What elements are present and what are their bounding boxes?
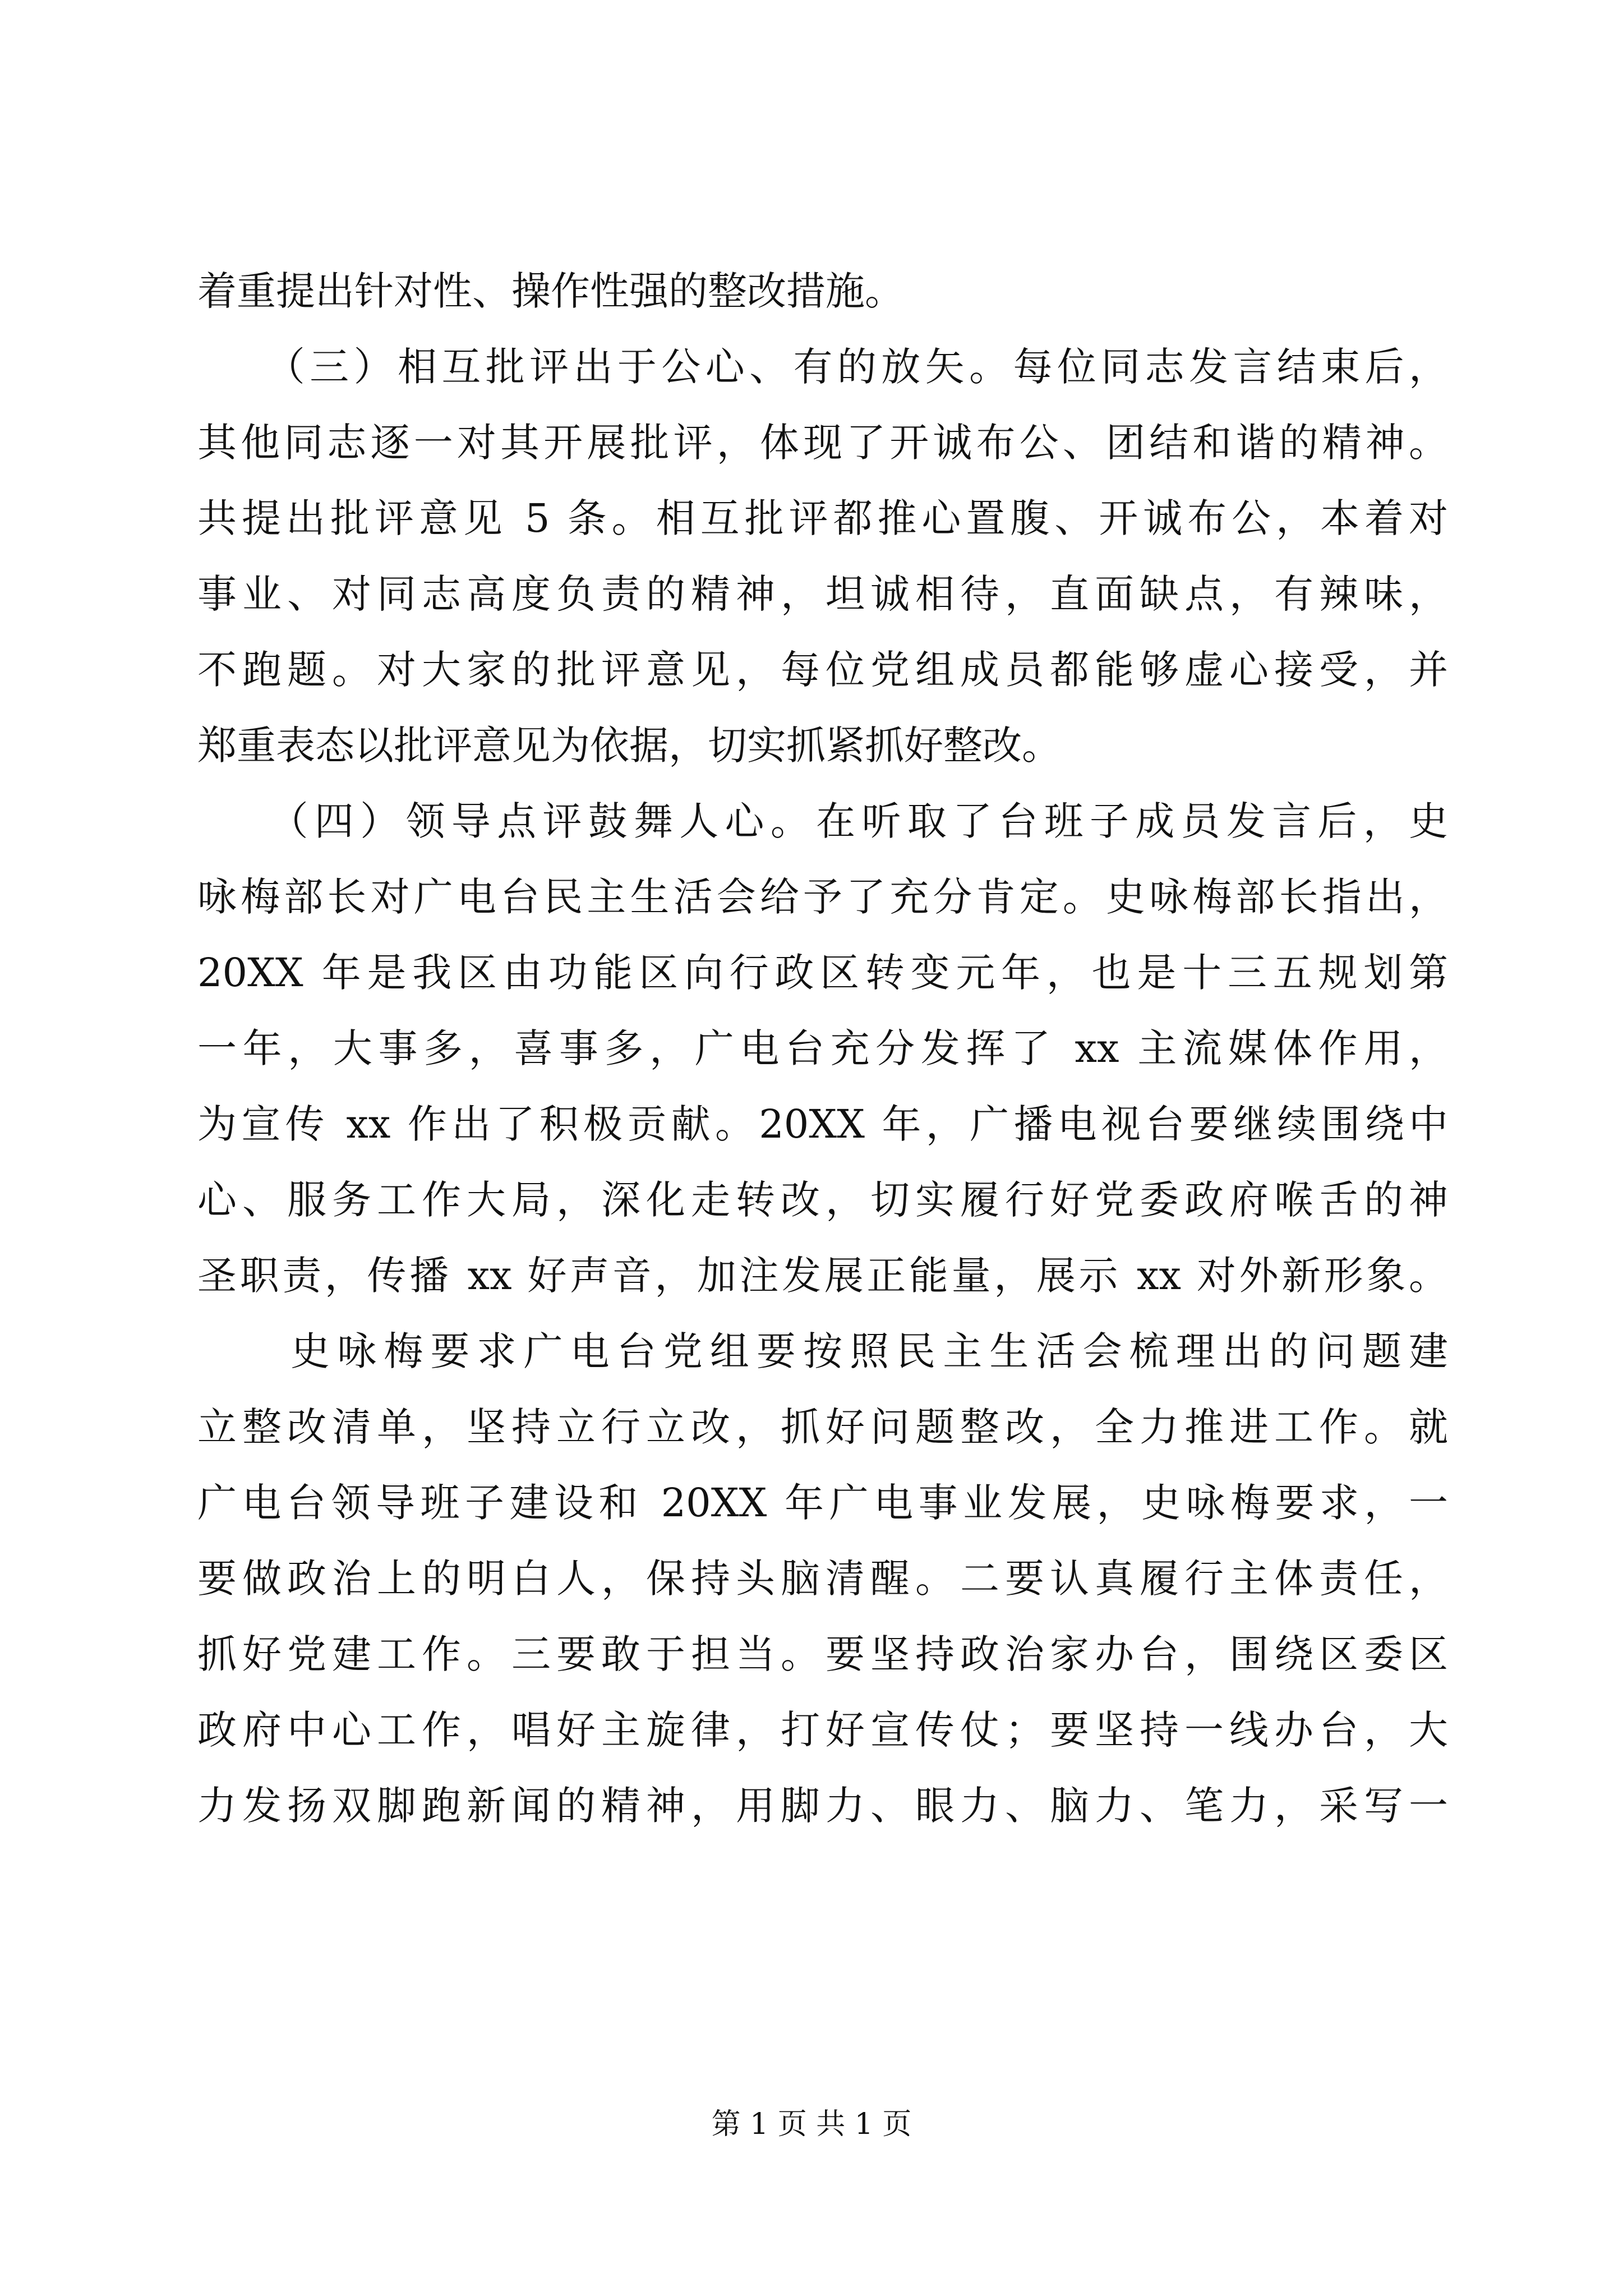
text-line-16: 立整改清单，坚持立行立改，抓好问题整改，全力推进工作。就 bbox=[197, 1404, 1448, 1450]
text-line-4: 共提出批评意见 5 条。相互批评都推心置腹、开诚布公，本着对 bbox=[197, 495, 1448, 541]
text-line-12: 为宣传 xx 作出了积极贡献。20XX 年，广播电视台要继续围绕中 bbox=[197, 1101, 1448, 1147]
text-line-6: 不跑题。对大家的批评意见，每位党组成员都能够虚心接受，并 bbox=[197, 647, 1448, 693]
text-line-3: 其他同志逐一对其开展批评，体现了开诚布公、团结和谐的精神。 bbox=[197, 420, 1448, 466]
page-footer bbox=[0, 2105, 1623, 2144]
text-line-7: 郑重表态以批评意见为依据，切实抓紧抓好整改。 bbox=[197, 723, 1061, 769]
text-line-21: 力发扬双脚跑新闻的精神，用脚力、眼力、脑力、笔力，采写一 bbox=[197, 1783, 1448, 1829]
text-line-13: 心、服务工作大局，深化走转改，切实履行好党委政府喉舌的神 bbox=[197, 1177, 1448, 1223]
text-line-9: 咏梅部长对广电台民主生活会给予了充分肯定。史咏梅部长指出， bbox=[197, 874, 1448, 920]
text-line-20: 政府中心工作，唱好主旋律，打好宣传仗；要坚持一线办台，大 bbox=[197, 1707, 1448, 1753]
text-line-10: 20XX 年是我区由功能区向行政区转变元年，也是十三五规划第 bbox=[197, 950, 1448, 996]
text-line-1: 着重提出针对性、操作性强的整改措施。 bbox=[197, 268, 904, 314]
text-line-5: 事业、对同志高度负责的精神，坦诚相待，直面缺点，有辣味， bbox=[197, 571, 1448, 617]
text-line-14: 圣职责，传播 xx 好声音，加注发展正能量，展示 xx 对外新形象。 bbox=[197, 1253, 1448, 1299]
text-line-17: 广电台领导班子建设和 20XX 年广电事业发展，史咏梅要求，一 bbox=[197, 1480, 1448, 1526]
text-line-19: 抓好党建工作。三要敢于担当。要坚持政治家办台，围绕区委区 bbox=[197, 1631, 1448, 1677]
text-line-2: （三）相互批评出于公心、有的放矢。每位同志发言结束后， bbox=[197, 344, 1448, 390]
text-line-11: 一年，大事多，喜事多，广电台充分发挥了 xx 主流媒体作用， bbox=[197, 1025, 1448, 1071]
page-number-label: 第 1 页 共 1 页 bbox=[711, 2108, 912, 2141]
text-line-8: （四）领导点评鼓舞人心。在听取了台班子成员发言后，史 bbox=[197, 798, 1448, 844]
document-body bbox=[197, 254, 1448, 1844]
text-line-15: 史咏梅要求广电台党组要按照民主生活会梳理出的问题建 bbox=[197, 1328, 1448, 1374]
text-line-18: 要做政治上的明白人，保持头脑清醒。二要认真履行主体责任， bbox=[197, 1556, 1448, 1602]
